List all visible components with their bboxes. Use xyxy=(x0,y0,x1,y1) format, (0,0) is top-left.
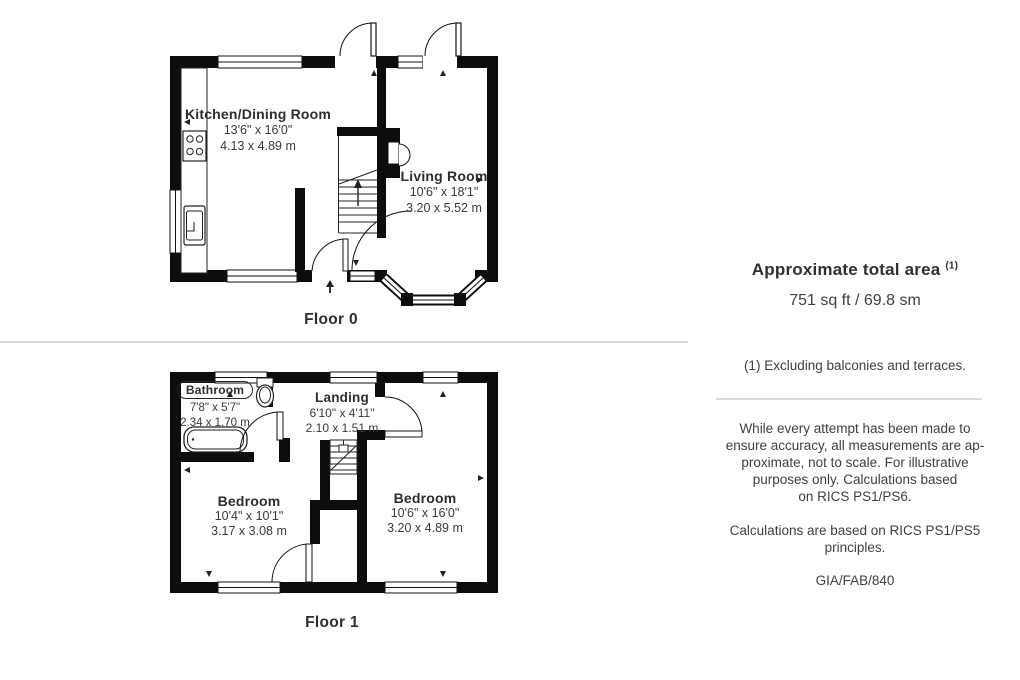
room-dimension-metric: 2.10 x 1.51 m xyxy=(305,421,379,435)
disclaimer-line: While every attempt has been made to xyxy=(739,421,971,436)
staircase-down xyxy=(330,440,357,474)
disclaimer-line: purposes only. Calculations based xyxy=(752,472,958,487)
room-dimension-metric: 2.34 x 1.70 m xyxy=(180,417,250,429)
total-area-value: 751 sq ft / 69.8 sm xyxy=(789,292,921,309)
room-name: Bedroom xyxy=(217,493,281,509)
calculation-basis-line: principles. xyxy=(824,540,886,555)
kitchen-counter xyxy=(181,68,207,273)
room-dimension-imperial: 6'10" x 4'11" xyxy=(309,406,375,420)
floor-0-plan xyxy=(160,10,520,320)
room-dimension-imperial: 10'6" x 18'1" xyxy=(409,185,479,199)
disclaimer-line: ensure accuracy, all measurements are ap- xyxy=(725,438,985,453)
floor0-doors xyxy=(312,211,411,271)
room-dimension-metric: 3.20 x 5.52 m xyxy=(406,201,482,215)
reference-code: GIA/FAB/840 xyxy=(815,573,895,588)
floor0-caption: Floor 0 xyxy=(304,311,358,328)
left-bedroom-door xyxy=(272,544,312,582)
room-dimension-imperial: 13'6" x 16'0" xyxy=(223,123,293,137)
room-name: Kitchen/Dining Room xyxy=(184,106,332,122)
room-label-living-room xyxy=(374,168,514,216)
area-footnote: (1) Excluding balconies and terraces. xyxy=(743,358,967,373)
right-section-divider xyxy=(716,398,982,400)
room-name: Bathroom xyxy=(177,381,253,399)
disclaimer-line: on RICS PS1/PS6. xyxy=(798,489,912,504)
room-label-landing xyxy=(282,390,402,436)
disclaimer-text xyxy=(700,420,1010,505)
total-area-superscript: (1) xyxy=(945,260,959,272)
room-dimension-imperial: 10'6" x 16'0" xyxy=(390,506,460,520)
left-section-divider xyxy=(0,341,688,343)
room-label-kitchen-dining xyxy=(158,106,358,154)
room-dimension-metric: 3.17 x 3.08 m xyxy=(211,524,287,538)
room-name: Bedroom xyxy=(393,490,457,506)
room-dimension-imperial: 10'4" x 10'1" xyxy=(214,509,284,523)
calculation-basis-line: Calculations are based on RICS PS1/PS5 xyxy=(729,523,981,538)
total-area-title xyxy=(700,260,1010,280)
total-area-title-text: Approximate total area xyxy=(751,260,941,279)
room-dimension-metric: 4.13 x 4.89 m xyxy=(220,139,296,153)
kitchen-sink-icon xyxy=(184,206,205,245)
room-label-bedroom-right xyxy=(355,490,495,536)
room-dimension-metric: 3.20 x 4.89 m xyxy=(387,521,463,535)
room-dimension-imperial: 7'8" x 5'7" xyxy=(189,402,241,414)
room-label-bathroom xyxy=(152,381,278,431)
room-name: Landing xyxy=(315,390,369,405)
floor1-caption: Floor 1 xyxy=(305,614,359,631)
front-door xyxy=(343,239,348,271)
disclaimer-line: proximate, not to scale. For illustrative xyxy=(741,455,969,470)
room-name: Living Room xyxy=(400,168,488,184)
room-label-bedroom-left xyxy=(179,493,319,539)
floor0-exterior-doors xyxy=(340,23,461,56)
calculation-basis xyxy=(700,522,1010,556)
